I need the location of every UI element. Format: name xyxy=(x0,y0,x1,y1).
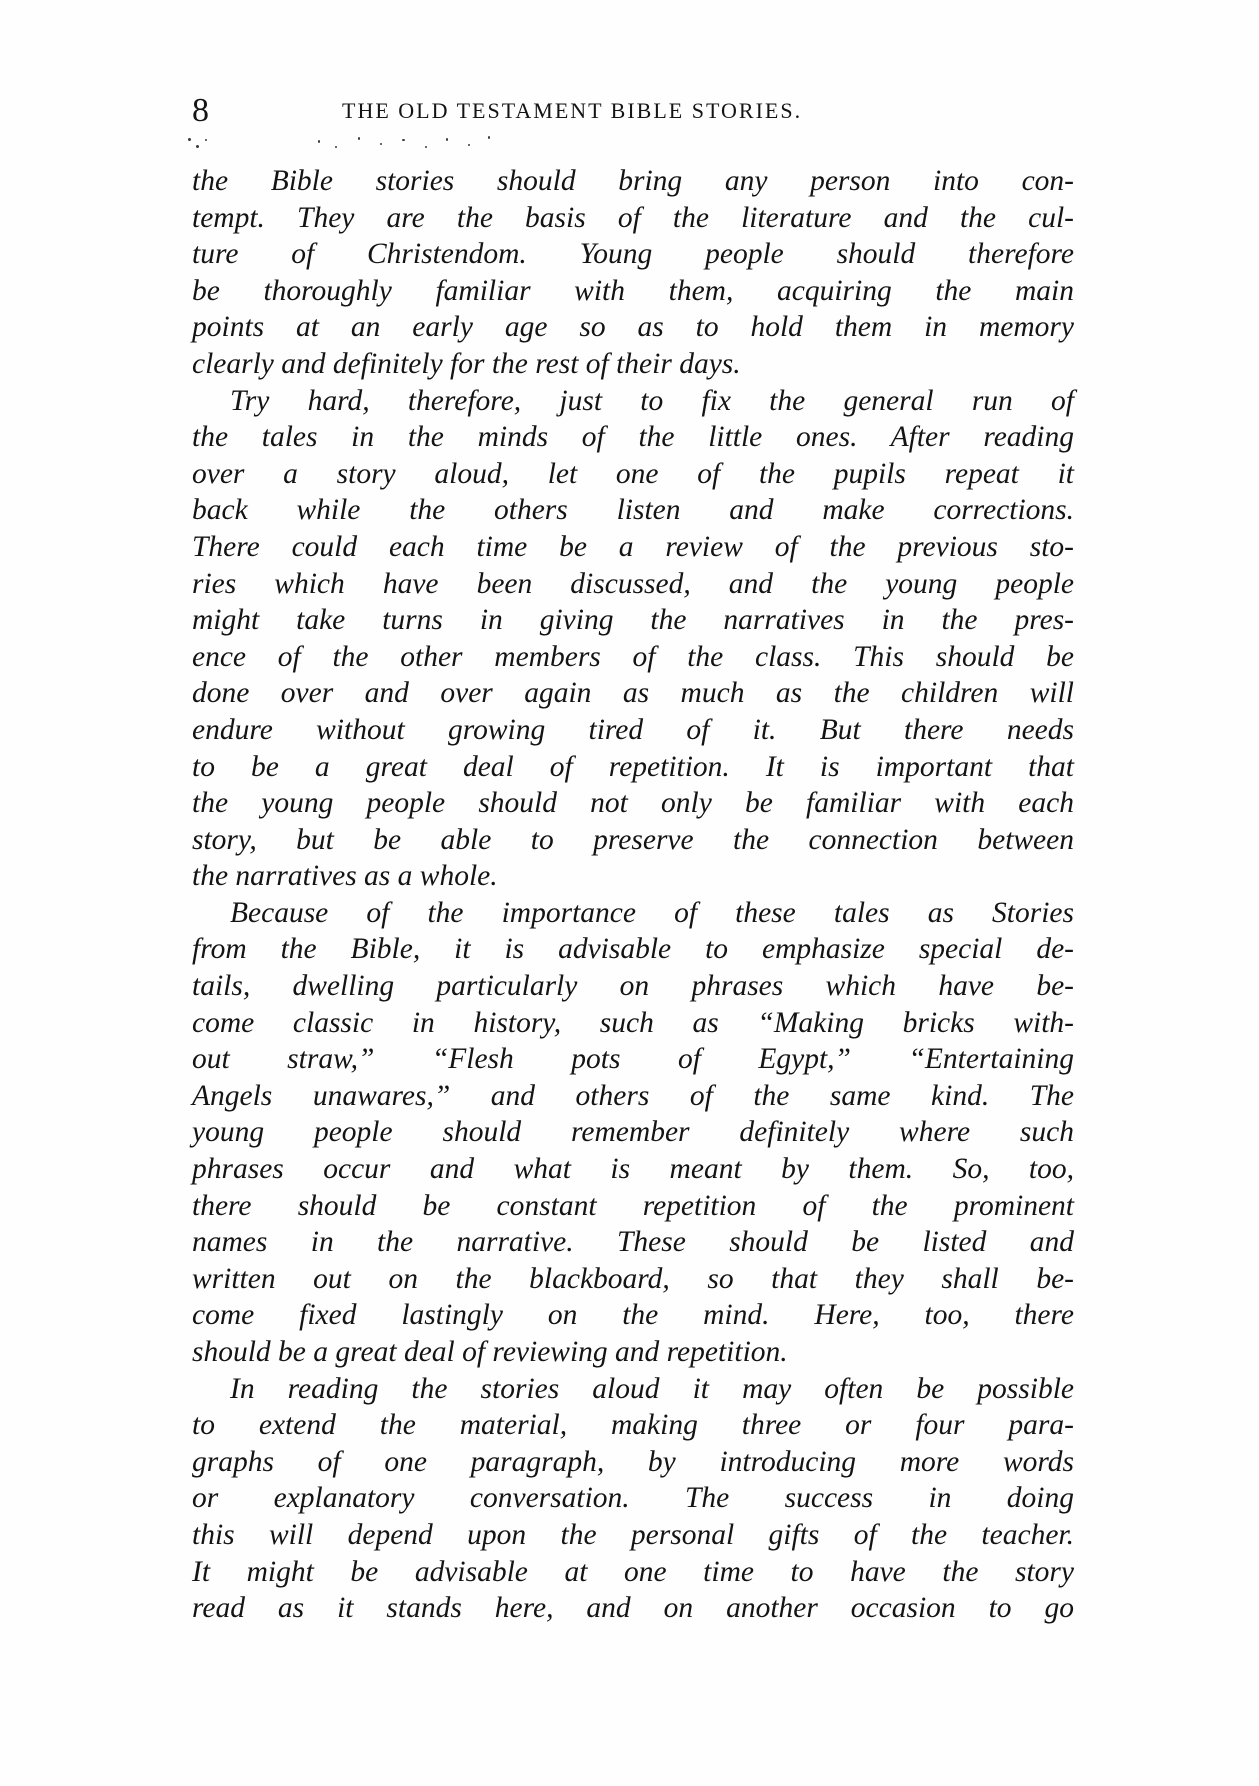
text-line: Try hard, therefore, just to fix the general run of xyxy=(230,384,1074,417)
text-line: graphs of one paragraph, by introducing more words xyxy=(192,1445,1074,1478)
speck xyxy=(446,138,448,141)
text-line: written out on the blackboard, so that they shall be- xyxy=(192,1262,1074,1295)
text-line: points at an early age so as to hold them in memory xyxy=(192,311,1074,344)
text-line: back while the others listen and make corrections. xyxy=(192,494,1074,527)
text-line: there should be constant repetition of the prominent xyxy=(192,1189,1074,1222)
text-line: be thoroughly familiar with them, acquiring the main xyxy=(192,274,1074,307)
speck xyxy=(468,144,470,146)
text-line: should be a great deal of reviewing and repetition. xyxy=(192,1336,788,1368)
text-line: over a story aloud, let one of the pupils repeat it xyxy=(192,457,1074,490)
speck xyxy=(188,138,191,141)
text-line: to extend the material, making three or four para- xyxy=(192,1409,1074,1442)
text-line: ence of the other members of the class. This should be xyxy=(192,640,1074,673)
text-line: It might be advisable at one time to have the story xyxy=(192,1555,1074,1588)
text-line: story, but be able to preserve the connection between xyxy=(192,823,1074,856)
text-line: the narratives as a whole. xyxy=(192,860,498,893)
text-line: the young people should not only be familiar with each xyxy=(192,787,1074,820)
text-line: ries which have been discussed, and the young people xyxy=(192,567,1074,600)
text-line: tempt. They are the basis of the literature and the cul- xyxy=(192,201,1074,234)
speck xyxy=(402,139,405,141)
speck xyxy=(205,139,207,141)
text-line: endure without growing tired of it. But there needs xyxy=(192,713,1074,746)
text-line: this will depend upon the personal gifts of the teacher. xyxy=(192,1518,1074,1551)
text-line: done over and over again as much as the children will xyxy=(192,677,1074,710)
speck xyxy=(335,146,337,148)
body-text xyxy=(192,163,1074,1627)
page-header xyxy=(192,92,1072,132)
text-line: There could each time be a review of the previous sto- xyxy=(192,530,1074,563)
text-line: come classic in history, such as “Making bricks with- xyxy=(192,1006,1074,1039)
page-number: 8 xyxy=(192,92,209,129)
speck xyxy=(488,136,490,139)
text-line: names in the narrative. These should be listed and xyxy=(192,1226,1074,1259)
text-line: from the Bible, it is advisable to emphasize special de- xyxy=(192,933,1074,966)
text-line: clearly and definitely for the rest of their days. xyxy=(192,347,741,380)
text-line: the Bible stories should bring any person into con- xyxy=(192,165,1074,197)
text-line: out straw,” “Flesh pots of Egypt,” “Entertaining xyxy=(192,1043,1074,1076)
text-line: tails, dwelling particularly on phrases which have be- xyxy=(192,970,1074,1003)
text-line: Angels unawares,” and others of the same kind. The xyxy=(192,1079,1074,1112)
text-line: to be a great deal of repetition. It is important that xyxy=(192,750,1074,783)
speck xyxy=(425,146,427,148)
text-line: come fixed lastingly on the mind. Here, too, there xyxy=(192,1299,1074,1332)
speck xyxy=(318,140,320,143)
text-line: read as it stands here, and on another occasion to go xyxy=(192,1592,1074,1625)
text-line: In reading the stories aloud it may often be possible xyxy=(230,1372,1074,1405)
text-line: the tales in the minds of the little ones. After reading xyxy=(192,421,1074,454)
speck xyxy=(380,143,382,145)
text-line: ture of Christendom. Young people should therefore xyxy=(192,238,1074,271)
text-line: Because of the importance of these tales as Stories xyxy=(230,896,1074,929)
speck xyxy=(358,137,360,140)
text-line: might take turns in giving the narratives in the pres- xyxy=(192,604,1074,637)
text-line: young people should remember definitely where such xyxy=(192,1116,1074,1149)
text-line: phrases occur and what is meant by them. So, too, xyxy=(192,1153,1074,1186)
text-line: or explanatory conversation. The success in doing xyxy=(192,1482,1074,1515)
speck xyxy=(196,145,199,148)
running-head: THE OLD TESTAMENT BIBLE STORIES. xyxy=(342,98,803,123)
